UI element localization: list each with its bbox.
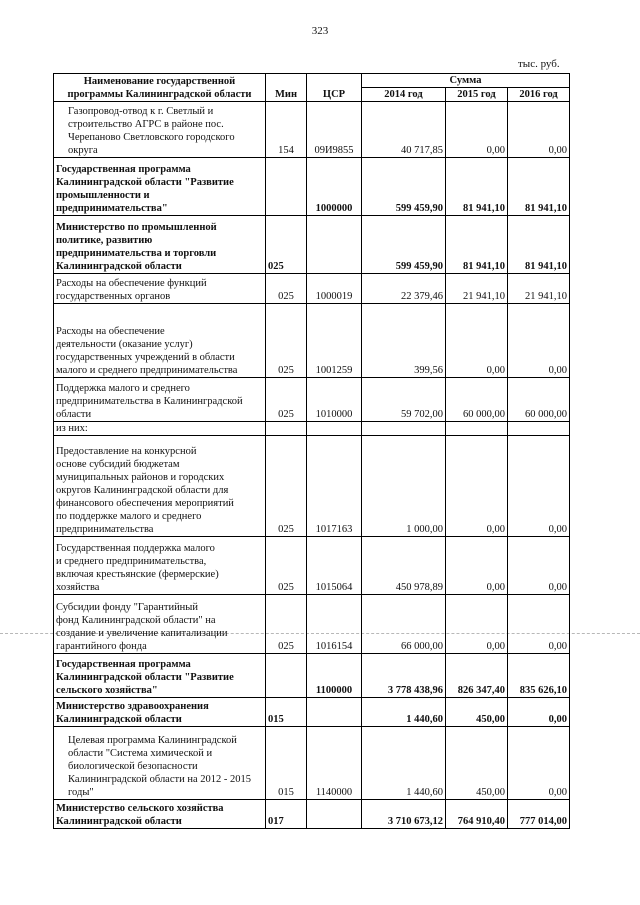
- row-name: Предоставление на конкурсной основе субсидий бюджетам муниципальных районов и городских округов Калининградской области для финансового обеспечения мероприятий по поддержке малого и среднего предпринимательства: [54, 436, 266, 537]
- row-2014: 3 710 673,12: [362, 800, 446, 829]
- header-sum: Сумма: [362, 74, 570, 88]
- row-min: 025: [266, 274, 307, 304]
- table-row: [54, 436, 570, 537]
- row-name: Государственная поддержка малого и среднего предпринимательства, включая крестьянские (фермерские) хозяйства: [54, 537, 266, 595]
- table-row: [54, 158, 570, 216]
- row-2016: 777 014,00: [508, 800, 570, 829]
- row-csr: 1140000: [307, 727, 362, 800]
- row-name: из них:: [54, 422, 266, 436]
- row-csr: [307, 422, 362, 436]
- row-min: 015: [266, 698, 307, 727]
- row-2016: 0,00: [508, 698, 570, 727]
- row-2015: 0,00: [446, 102, 508, 158]
- table-row: [54, 727, 570, 800]
- row-2015: 764 910,40: [446, 800, 508, 829]
- row-csr: 1000019: [307, 274, 362, 304]
- row-min: 025: [266, 378, 307, 422]
- row-2015: 450,00: [446, 698, 508, 727]
- row-name: Государственная программа Калининградской области "Развитие промышленности и предпринимательства": [54, 158, 266, 216]
- header-2016: 2016 год: [508, 88, 570, 102]
- row-2015: 60 000,00: [446, 378, 508, 422]
- row-2014: 450 978,89: [362, 537, 446, 595]
- row-2016: 21 941,10: [508, 274, 570, 304]
- table-row: [54, 595, 570, 654]
- row-2014: 1 440,60: [362, 698, 446, 727]
- row-min: 025: [266, 304, 307, 378]
- row-name: Министерство здравоохранения Калининградской области: [54, 698, 266, 727]
- row-name: Государственная программа Калининградской области "Развитие сельского хозяйства": [54, 654, 266, 698]
- row-min: 015: [266, 727, 307, 800]
- row-2014: 3 778 438,96: [362, 654, 446, 698]
- row-csr: 09И9855: [307, 102, 362, 158]
- row-name: Газопровод-отвод к г. Светлый и строительство АГРС в районе пос. Черепаново Светловского городского округа: [54, 102, 266, 158]
- row-csr: 1100000: [307, 654, 362, 698]
- row-name: Поддержка малого и среднего предпринимательства в Калининградской области: [54, 378, 266, 422]
- header-min: Мин: [266, 74, 307, 102]
- row-2016: [508, 422, 570, 436]
- header-name: Наименование государственной программы Калининградской области: [54, 74, 266, 102]
- table-row: [54, 537, 570, 595]
- header-2015: 2015 год: [446, 88, 508, 102]
- row-csr: 1010000: [307, 378, 362, 422]
- header-csr: ЦСР: [307, 74, 362, 102]
- row-min: 154: [266, 102, 307, 158]
- table-row: [54, 698, 570, 727]
- row-2014: 1 000,00: [362, 436, 446, 537]
- row-2016: 81 941,10: [508, 216, 570, 274]
- table-row: [54, 304, 570, 378]
- row-2016: 0,00: [508, 727, 570, 800]
- row-2014: 599 459,90: [362, 216, 446, 274]
- row-2016: 81 941,10: [508, 158, 570, 216]
- row-name: Министерство по промышленной политике, развитию предпринимательства и торговли Калининградской области: [54, 216, 266, 274]
- budget-table: [53, 73, 570, 829]
- row-2016: 60 000,00: [508, 378, 570, 422]
- row-2015: 21 941,10: [446, 274, 508, 304]
- row-name: Субсидии фонду "Гарантийный фонд Калининградской области" на создание и увеличение капитализации гарантийного фонда: [54, 595, 266, 654]
- row-2014: 599 459,90: [362, 158, 446, 216]
- row-2014: 22 379,46: [362, 274, 446, 304]
- row-2014: 59 702,00: [362, 378, 446, 422]
- row-csr: 1000000: [307, 158, 362, 216]
- row-csr: 1001259: [307, 304, 362, 378]
- row-2016: 0,00: [508, 537, 570, 595]
- table-row: [54, 654, 570, 698]
- row-2014: 40 717,85: [362, 102, 446, 158]
- row-csr: 1017163: [307, 436, 362, 537]
- units-label: тыс. руб.: [518, 58, 560, 70]
- row-name: Целевая программа Калининградской области "Система химической и биологической безопасности Калининградской области на 2012 - 2015 годы": [54, 727, 266, 800]
- table-row: [54, 800, 570, 829]
- table-row: [54, 102, 570, 158]
- row-min: 025: [266, 216, 307, 274]
- row-2016: 0,00: [508, 304, 570, 378]
- row-2015: 450,00: [446, 727, 508, 800]
- row-2016: 0,00: [508, 436, 570, 537]
- row-name: Расходы на обеспечение деятельности (оказание услуг) государственных учреждений в области малого и среднего предпринимательства: [54, 304, 266, 378]
- row-2014: 66 000,00: [362, 595, 446, 654]
- row-2015: [446, 422, 508, 436]
- row-2015: 0,00: [446, 304, 508, 378]
- row-csr: 1015064: [307, 537, 362, 595]
- row-2014: 1 440,60: [362, 727, 446, 800]
- row-2016: 835 626,10: [508, 654, 570, 698]
- row-2015: 826 347,40: [446, 654, 508, 698]
- row-2015: 0,00: [446, 436, 508, 537]
- table-row: [54, 422, 570, 436]
- row-2014: [362, 422, 446, 436]
- row-min: 025: [266, 537, 307, 595]
- row-2014: 399,56: [362, 304, 446, 378]
- row-name: Министерство сельского хозяйства Калининградской области: [54, 800, 266, 829]
- table-row: [54, 274, 570, 304]
- row-csr: [307, 216, 362, 274]
- table-row: [54, 378, 570, 422]
- row-2015: 81 941,10: [446, 216, 508, 274]
- row-min: 017: [266, 800, 307, 829]
- row-csr: [307, 698, 362, 727]
- row-name: Расходы на обеспечение функций государственных органов: [54, 274, 266, 304]
- row-min: [266, 422, 307, 436]
- row-2015: 81 941,10: [446, 158, 508, 216]
- row-csr: 1016154: [307, 595, 362, 654]
- row-min: 025: [266, 436, 307, 537]
- header-2014: 2014 год: [362, 88, 446, 102]
- row-min: [266, 158, 307, 216]
- row-2015: 0,00: [446, 537, 508, 595]
- row-2016: 0,00: [508, 595, 570, 654]
- row-min: 025: [266, 595, 307, 654]
- row-csr: [307, 800, 362, 829]
- page-number: 323: [311, 25, 329, 37]
- row-min: [266, 654, 307, 698]
- row-2016: 0,00: [508, 102, 570, 158]
- row-2015: 0,00: [446, 595, 508, 654]
- table-row: [54, 216, 570, 274]
